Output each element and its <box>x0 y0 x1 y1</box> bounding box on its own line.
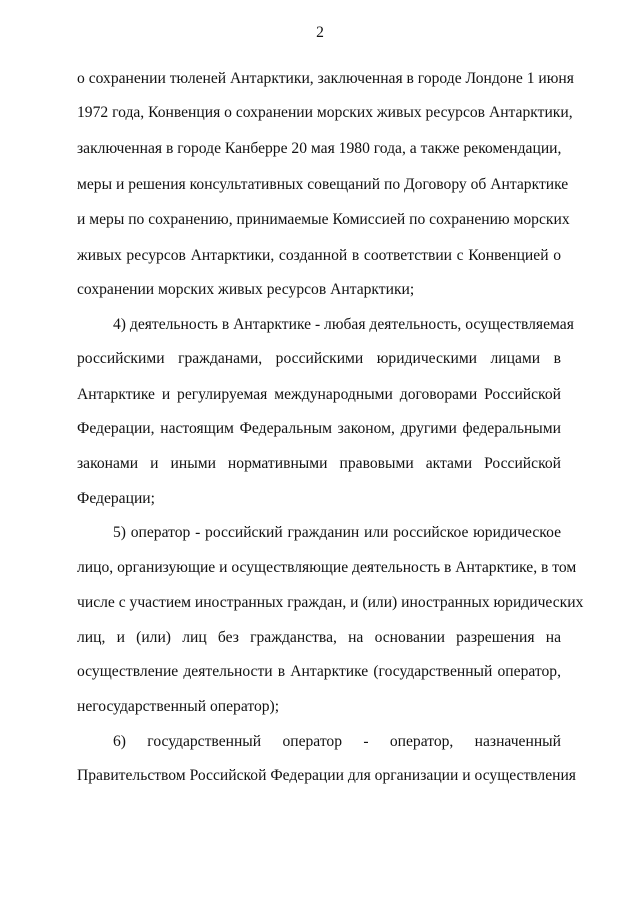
paragraph-first-line: 5) оператор - российский гражданин или российское юридическое <box>113 524 561 541</box>
text-line: Федерации, настоящим Федеральным законом, другими федеральными <box>77 420 561 437</box>
paragraph-first-line: 4) деятельность в Антарктике - любая деятельность, осуществляемая <box>113 316 574 333</box>
text-line: числе с участием иностранных граждан, и (или) иностранных юридических <box>77 594 584 611</box>
text-line: и меры по сохранению, принимаемые Комиссией по сохранению морских <box>77 211 570 228</box>
text-line: Правительством Российской Федерации для организации и осуществления <box>77 767 576 784</box>
text-line: лицо, организующие и осуществляющие деятельность в Антарктике, в том <box>77 559 577 576</box>
text-line: меры и решения консультативных совещаний по Договору об Антарктике <box>77 176 569 193</box>
text-line: 1972 года, Конвенция о сохранении морских живых ресурсов Антарктики, <box>77 104 573 121</box>
text-line: осуществление деятельности в Антарктике (государственный оператор, <box>77 663 561 680</box>
page-number: 2 <box>316 24 324 41</box>
text-line: живых ресурсов Антарктики, созданной в соответствии с Конвенцией о <box>77 247 561 264</box>
text-line: заключенная в городе Канберре 20 мая 1980 года, а также рекомендации, <box>77 140 562 157</box>
text-line: лиц, и (или) лиц без гражданства, на основании разрешения на <box>77 629 561 646</box>
text-line: негосударственный оператор); <box>77 698 280 715</box>
text-line: Федерации; <box>77 490 155 507</box>
paragraph-first-line: 6) государственный оператор - оператор, назначенный <box>113 733 561 750</box>
text-line: законами и иными нормативными правовыми актами Российской <box>77 455 561 472</box>
text-line: о сохранении тюленей Антарктики, заключенная в городе Лондоне 1 июня <box>77 70 574 87</box>
text-line: Антарктике и регулируемая международными договорами Российской <box>77 386 561 403</box>
text-line: российскими гражданами, российскими юридическими лицами в <box>77 350 561 367</box>
text-line: сохранении морских живых ресурсов Антарктики; <box>77 281 415 298</box>
